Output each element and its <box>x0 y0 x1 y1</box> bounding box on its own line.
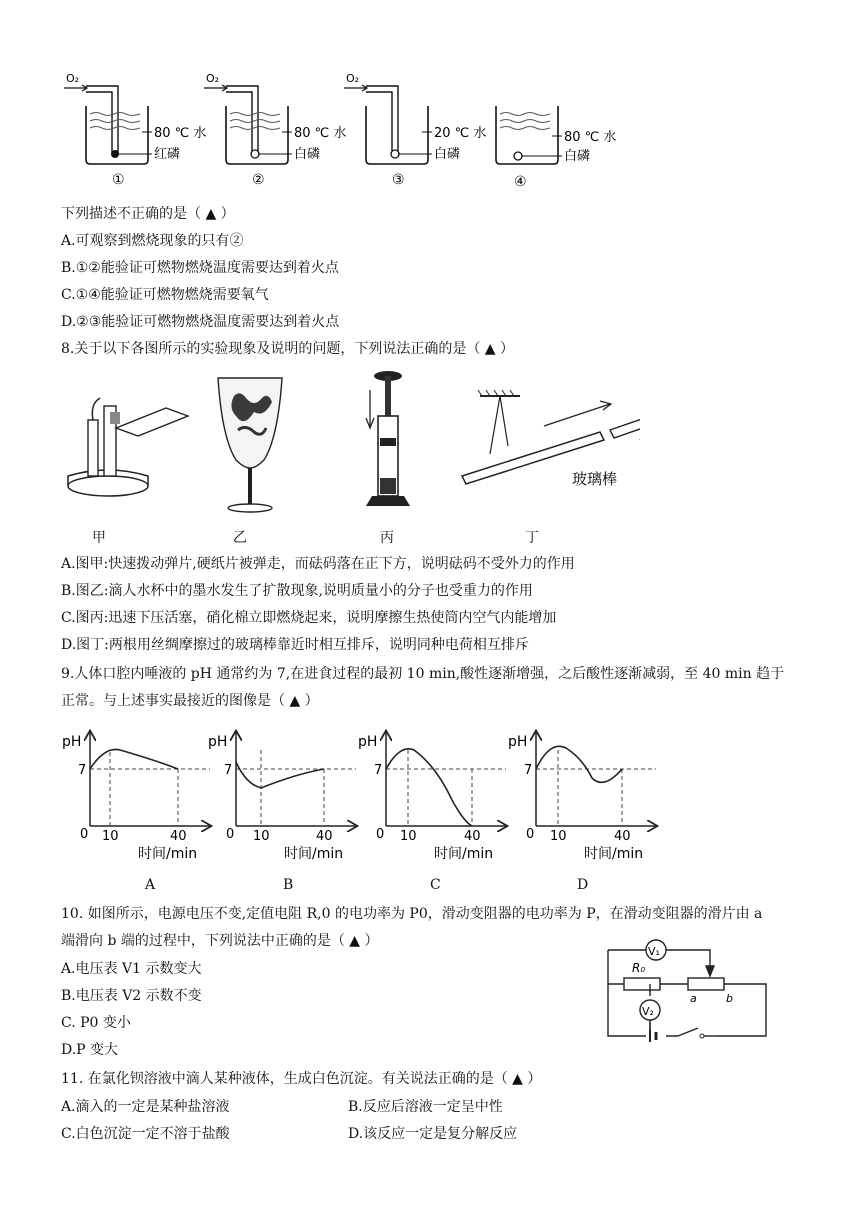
tick-label-7: 7 <box>224 763 233 778</box>
beaker-temp-label: 20 ℃ 水 <box>434 126 487 141</box>
q11-option-a: A.滴入的一定是某种盐溶液 <box>61 1099 230 1115</box>
graph-option-b: B <box>283 877 294 893</box>
axis-label-ph: pH <box>208 734 228 750</box>
graph-option-c: C <box>430 877 441 893</box>
tick-label-40: 40 <box>614 829 631 844</box>
beaker-4 <box>496 106 616 190</box>
q8-option-b: B.图乙:滴人水杯中的墨水发生了扩散现象,说明质量小的分子也受重力的作用 <box>61 583 533 599</box>
axis-label-time: 时间/min <box>138 846 198 862</box>
q9-stem-line1: 9.人体口腔内唾液的 pH 通常约为 7,在进食过程的最初 10 min,酸性逐渐增强，之后酸性逐渐减弱，至 40 min 趋于 <box>61 666 785 682</box>
beaker-3 <box>344 72 486 188</box>
q8-stem: 8.关于以下各图所示的实验现象及说明的问题，下列说法正确的是（ ▲ ） <box>61 341 515 357</box>
origin-label: 0 <box>226 827 235 842</box>
figure-jia <box>68 398 188 496</box>
q8-figures <box>60 368 640 518</box>
voltmeter-v2-label: V₂ <box>642 1005 654 1018</box>
q11-option-c: C.白色沉淀一定不溶于盐酸 <box>61 1126 230 1142</box>
axis-label-time: 时间/min <box>584 846 644 862</box>
graph-d <box>508 732 656 862</box>
q7-option-d: D.②③能验证可燃物燃烧温度需要达到着火点 <box>61 314 340 330</box>
graph-b <box>208 732 356 862</box>
circuit-diagram <box>598 930 778 1070</box>
axis-label-ph: pH <box>62 734 82 750</box>
beaker-number: ④ <box>514 174 527 190</box>
q10-option-c: C. P0 变小 <box>61 1015 131 1031</box>
q7-stem: 下列描述不正确的是（ ▲ ） <box>61 206 235 222</box>
resistor-r0-label: R₀ <box>632 961 646 975</box>
q11-option-d: D.该反应一定是复分解反应 <box>348 1126 518 1142</box>
graph-c <box>358 732 506 862</box>
tick-label-40: 40 <box>316 829 333 844</box>
figure-label-jia: 甲 <box>92 530 106 546</box>
origin-label: 0 <box>376 827 385 842</box>
q7-option-c: C.①④能验证可燃物燃烧需要氧气 <box>61 287 269 303</box>
oxygen-label: O₂ <box>206 72 220 85</box>
tick-label-40: 40 <box>464 829 481 844</box>
glass-rod-label: 玻璃棒 <box>572 470 618 488</box>
beaker-1 <box>64 72 206 188</box>
beaker-figure <box>60 66 620 196</box>
beaker-substance-label: 白磷 <box>294 147 321 162</box>
q10-option-b: B.电压表 V2 示数不变 <box>61 988 202 1004</box>
figure-bing <box>366 371 410 506</box>
axis-label-ph: pH <box>508 734 528 750</box>
q8-option-c: C.图丙:迅速下压活塞，硝化棉立即燃烧起来，说明摩擦生热使筒内空气内能增加 <box>61 610 557 626</box>
q8-option-a: A.图甲:快速拨动弹片,硬纸片被弹走，而砝码落在正下方，说明砝码不受外力的作用 <box>61 556 575 572</box>
tick-label-10: 10 <box>400 829 417 844</box>
q9-stem-line2: 正常。与上述事实最接近的图像是（ ▲ ） <box>61 693 319 709</box>
tick-label-10: 10 <box>102 829 119 844</box>
axis-label-ph: pH <box>358 734 378 750</box>
figure-label-bing: 丙 <box>380 530 394 546</box>
q7-option-b: B.①②能验证可燃物燃烧温度需要达到着火点 <box>61 260 339 276</box>
ph-graphs <box>60 722 660 872</box>
beaker-temp-label: 80 ℃ 水 <box>564 130 617 145</box>
q10-stem-line2: 端滑向 b 端的过程中，下列说法中正确的是（ ▲ ） <box>61 933 379 949</box>
q8-option-d: D.图丁:两根用丝绸摩擦过的玻璃棒靠近时相互排斥，说明同种电荷相互排斥 <box>61 637 529 653</box>
terminal-b-label: b <box>726 992 733 1005</box>
graph-option-a: A <box>145 877 156 893</box>
figure-label-ding: 丁 <box>525 530 539 546</box>
graph-option-d: D <box>577 877 589 893</box>
beaker-number: ① <box>112 172 125 188</box>
origin-label: 0 <box>526 827 535 842</box>
beaker-temp-label: 80 ℃ 水 <box>294 126 347 141</box>
q11-option-b: B.反应后溶液一定呈中性 <box>348 1099 503 1115</box>
axis-label-time: 时间/min <box>434 846 494 862</box>
tick-label-7: 7 <box>374 763 383 778</box>
figure-ding <box>462 390 640 488</box>
origin-label: 0 <box>80 827 89 842</box>
figure-label-yi: 乙 <box>233 530 247 546</box>
tick-label-7: 7 <box>524 763 533 778</box>
figure-yi <box>218 378 282 512</box>
tick-label-7: 7 <box>78 763 87 778</box>
beaker-substance-label: 白磷 <box>564 149 591 164</box>
tick-label-10: 10 <box>253 829 270 844</box>
voltmeter-v1-label: V₁ <box>648 945 660 958</box>
q10-option-d: D.P 变大 <box>61 1042 119 1058</box>
beaker-substance-label: 白磷 <box>434 147 461 162</box>
q11-stem: 11. 在氯化钡溶液中滴人某种液体，生成白色沉淀。有关说法正确的是（ ▲ ） <box>61 1071 542 1087</box>
tick-label-40: 40 <box>170 829 187 844</box>
q7-option-a: A.可观察到燃烧现象的只有② <box>61 233 244 249</box>
beaker-temp-label: 80 ℃ 水 <box>154 126 207 141</box>
tick-label-10: 10 <box>550 829 567 844</box>
beaker-number: ③ <box>392 172 405 188</box>
graph-a <box>62 732 210 862</box>
beaker-substance-label: 红磷 <box>154 147 181 162</box>
oxygen-label: O₂ <box>66 72 80 85</box>
axis-label-time: 时间/min <box>284 846 344 862</box>
terminal-a-label: a <box>690 992 697 1005</box>
beaker-2 <box>204 72 346 188</box>
oxygen-label: O₂ <box>346 72 360 85</box>
beaker-number: ② <box>252 172 265 188</box>
q10-stem-line1: 10. 如图所示，电源电压不变,定值电阻 R,0 的电功率为 P0，滑动变阻器的电功率为 P，在滑动变阻器的滑片由 a <box>61 906 763 922</box>
q10-option-a: A.电压表 V1 示数变大 <box>61 961 202 977</box>
